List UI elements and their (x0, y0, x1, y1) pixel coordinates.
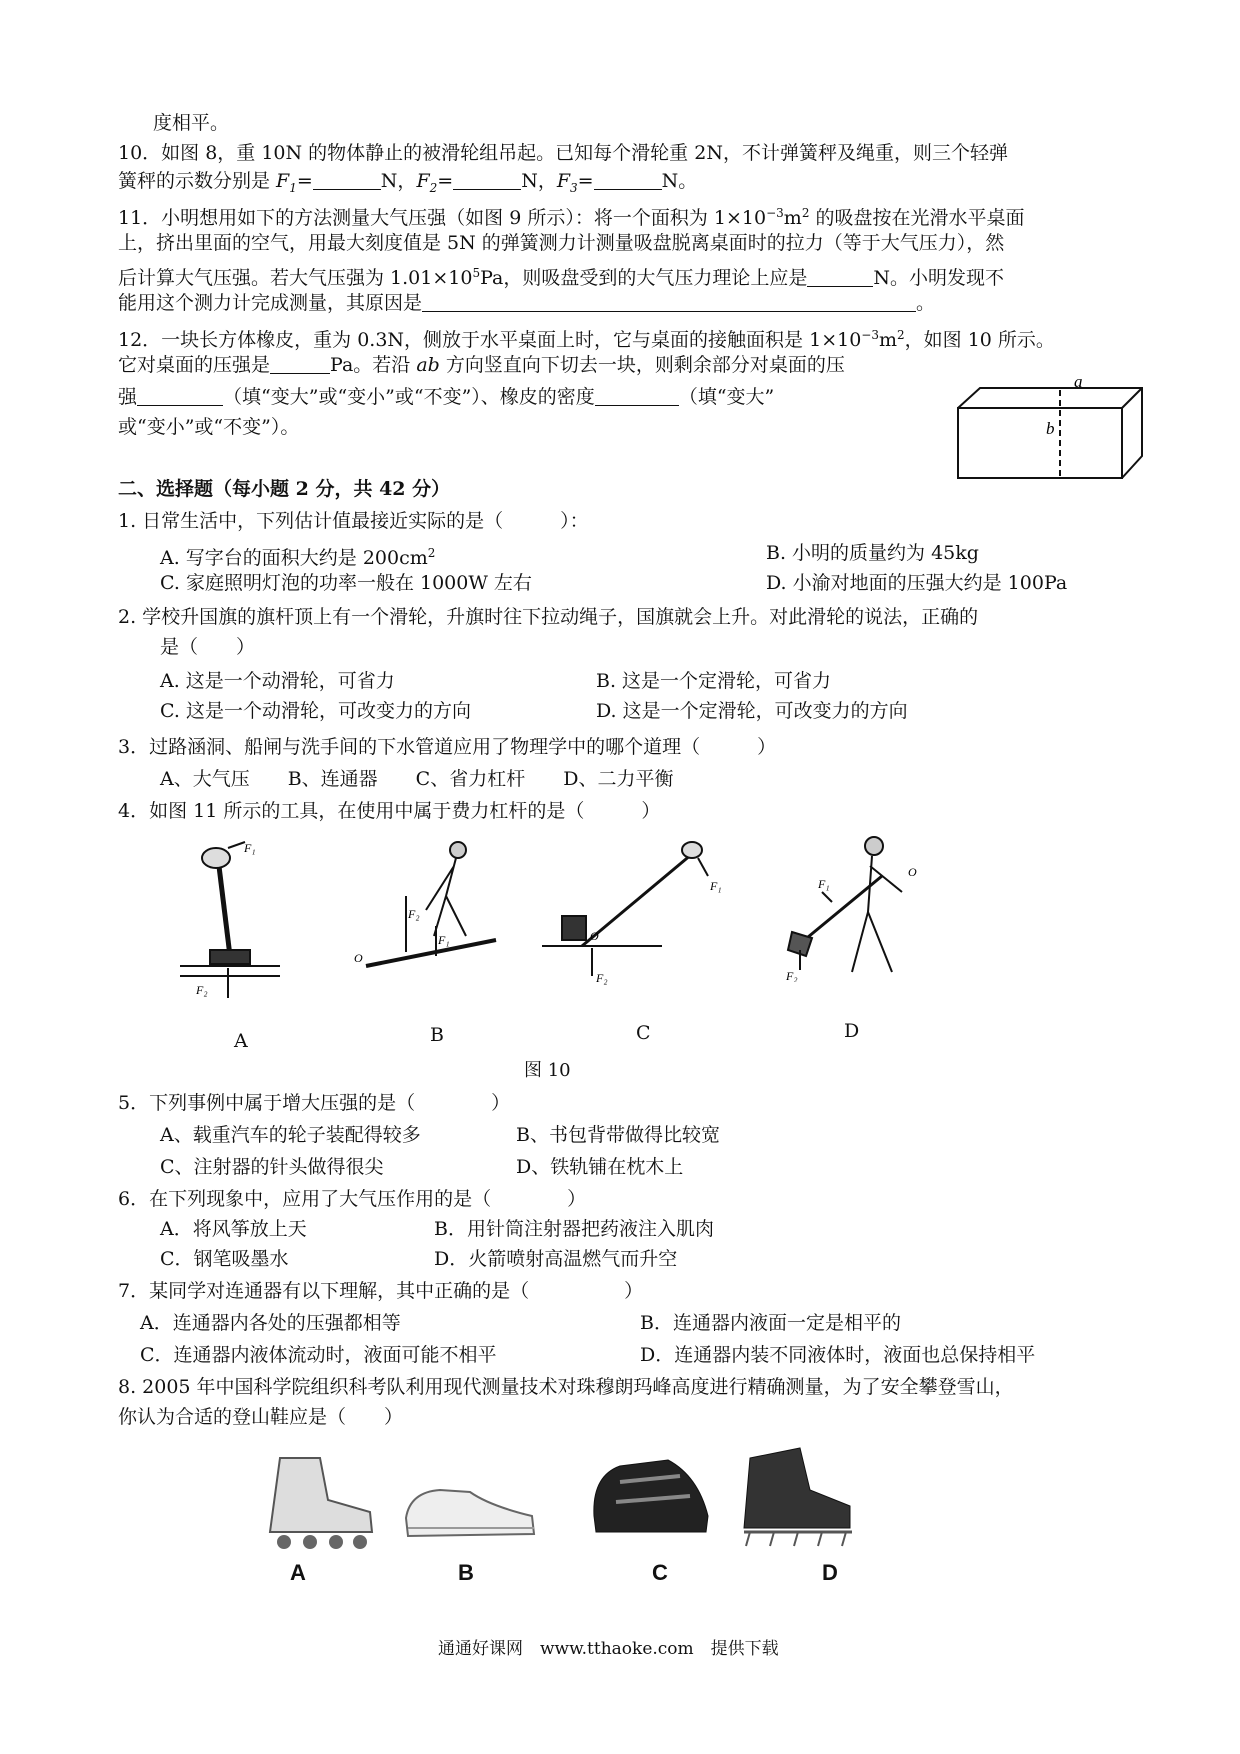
shoe-label-a: A (290, 1560, 306, 1585)
shovel-f1-label: F₁ (818, 877, 830, 891)
sneaker-image (400, 1478, 540, 1544)
mc2-stem-1: 2. 学校升国旗的旗杆顶上有一个滑轮，升旗时往下拉动绳子，国旗就会上升。对此滑轮的说法，正确的 (118, 606, 979, 628)
shoe-label-b: B (458, 1560, 474, 1585)
f1-unit: N， (380, 170, 417, 192)
worker-head (450, 842, 466, 858)
f3-blank[interactable] (594, 171, 662, 190)
q12-l2-c: 方向竖直向下切去一块，则剩余部分对桌面的压 (439, 354, 845, 376)
q11-l3-exp: 5 (472, 266, 481, 280)
q12-l1-c: ，如图 10 所示。 (904, 329, 1055, 351)
eraser-figure (950, 378, 1150, 484)
q11-force-blank[interactable] (807, 268, 873, 287)
q12-line2 (118, 352, 845, 378)
mc8-stem-2: 你认为合适的登山鞋应是（ ） (118, 1406, 404, 1428)
mc5-stem: 5．下列事例中属于增大压强的是（ ） (118, 1092, 511, 1114)
crowbar-f2-label: F₂ (408, 907, 420, 921)
f3-symbol: F (556, 170, 571, 192)
q12-l2-b: Pa。若沿 (330, 354, 417, 376)
worker-head (865, 837, 883, 855)
hammer-f2-label: F₂ (196, 983, 208, 997)
lever-label-b: B (430, 1024, 444, 1046)
mc4-stem: 4．如图 11 所示的工具，在使用中属于费力杠杆的是（ ） (118, 800, 661, 822)
q12-line3 (118, 384, 774, 410)
mc6-option-a: A．将风筝放上天 (160, 1218, 307, 1240)
f1-arrow (822, 892, 832, 902)
q11-l3-b: Pa，则吸盘受到的大气压力理论上应是 (480, 267, 808, 289)
mc2-stem-2: 是（ ） (160, 636, 256, 658)
puller-f2-label: F₂ (596, 971, 608, 985)
mc1-option-c: C. 家庭照明灯泡的功率一般在 1000W 左右 (160, 572, 532, 594)
worker-body (426, 858, 466, 936)
mc7-option-d: D．连通器内装不同液体时，液面也总保持相平 (640, 1344, 1036, 1366)
q12-l3-c: （填“变大” (678, 386, 775, 408)
shoe-label-c: C (652, 1560, 668, 1585)
roller-skate-image (250, 1450, 380, 1550)
q12-l3-a: 强 (118, 386, 138, 408)
q12-ab: ab (416, 354, 440, 376)
q12-exp: −3 (861, 328, 879, 342)
q12-l1-a: 12．一块长方体橡皮，重为 0.3N，侧放于水平桌面上时，它与桌面的接触面积是 1×10 (118, 329, 862, 351)
mc6-stem: 6．在下列现象中，应用了大气压作用的是（ ） (118, 1188, 587, 1210)
mc1-option-d: D. 小渝对地面的压强大约是 100Pa (766, 572, 1068, 594)
q10-line2 (118, 168, 697, 201)
label-a: a (1074, 378, 1083, 391)
f1-eq: = (296, 170, 313, 192)
mc2-option-d: D. 这是一个定滑轮，可改变力的方向 (596, 700, 908, 722)
puller-f1-label: F₁ (710, 879, 722, 893)
crowbar-lever-figure (346, 836, 516, 978)
worker-body (852, 856, 902, 972)
f2-unit: N， (521, 170, 557, 192)
mc7-option-b: B．连通器内液面一定是相平的 (640, 1312, 901, 1334)
continuation-line: 度相平。 (153, 112, 230, 134)
mc7-option-a: A．连通器内各处的压强都相等 (140, 1312, 401, 1334)
q12-density-blank[interactable] (595, 387, 679, 406)
q11-line1 (118, 200, 1025, 231)
mc2-option-b: B. 这是一个定滑轮，可省力 (596, 670, 832, 692)
q11-text-b: m (783, 207, 802, 229)
q11-l3-c: N。小明发现不 (873, 267, 1004, 289)
puller-pivot-o: O (590, 929, 599, 943)
mc5-option-b: B、书包背带做得比较宽 (516, 1124, 720, 1146)
hand (682, 842, 702, 858)
log-beam (366, 940, 496, 966)
q11-line4 (118, 290, 935, 316)
hammer-head (210, 950, 250, 964)
mc5-option-a: A、载重汽车的轮子装配得较多 (160, 1124, 421, 1146)
q12-pressure-blank[interactable] (270, 355, 330, 374)
shovel-f2-label: F₂ (786, 969, 798, 982)
mc8-stem-1: 8. 2005 年中国科学院组织科考队利用现代测量技术对珠穆朗玛峰高度进行精确测量，为了安全攀登雪山， (118, 1376, 1014, 1398)
section2-heading: 二、选择题（每小题 2 分，共 42 分） (118, 478, 451, 500)
q12-change-blank[interactable] (137, 387, 223, 406)
q11-l4-b: 。 (916, 292, 936, 314)
lever-label-c: C (636, 1022, 651, 1044)
lever-label-a: A (234, 1030, 248, 1052)
q11-l3-a: 后计算大气压强。若大气压强为 1.01×10 (118, 267, 473, 289)
f1-arrow (698, 858, 708, 876)
f1-blank[interactable] (313, 171, 381, 190)
lever-label-d: D (844, 1020, 860, 1042)
q11-line3 (118, 260, 1004, 291)
mc2-option-c: C. 这是一个动滑轮，可改变力的方向 (160, 700, 471, 722)
shovel-lever-figure (782, 832, 942, 982)
nail-puller-lever-figure (542, 836, 722, 986)
f1-sub: 1 (289, 180, 297, 195)
f2-sub: 2 (429, 180, 438, 195)
hand (202, 848, 230, 868)
rail-nail (562, 916, 586, 940)
hammer-f1-label: F₁ (244, 841, 256, 855)
f1-arrow (228, 842, 245, 848)
f1-symbol: F (276, 170, 290, 192)
q11-text-c: 的吸盘按在光滑水平桌面 (809, 207, 1025, 229)
page-footer: 通通好课网 www.tthaoke.com 提供下载 (438, 1639, 779, 1659)
q11-exp2: 2 (801, 206, 810, 220)
crampon-boot-image (730, 1440, 860, 1552)
mc1-option-b: B. 小明的质量约为 45kg (766, 542, 979, 564)
mc1-a-text: A. 写字台的面积大约是 200cm (160, 547, 428, 569)
f2-blank[interactable] (453, 171, 521, 190)
mc7-option-c: C．连通器内液体流动时，液面可能不相平 (140, 1344, 497, 1366)
eraser-edge (1122, 388, 1142, 408)
q10-prefix: 簧秤的示数分别是 (118, 170, 277, 192)
shoe-label-d: D (822, 1560, 838, 1585)
label-b: b (1046, 419, 1055, 438)
hammer-handle (218, 858, 230, 956)
eraser-front (958, 408, 1122, 478)
mc2-option-a: A. 这是一个动滑轮，可省力 (160, 670, 395, 692)
mc1-option-a (160, 540, 435, 571)
q12-exp2: 2 (897, 328, 905, 342)
mc1-a-exp: 2 (427, 546, 436, 560)
f2-eq: = (437, 170, 454, 192)
q10-line1: 10．如图 8，重 10N 的物体静止的被滑轮组吊起。已知每个滑轮重 2N，不计弹簧秤及绳重，则三个轻弹 (118, 142, 1008, 164)
sandal-image (580, 1446, 720, 1542)
q12-line4: 或“变小”或“不变”）。 (118, 416, 300, 438)
f2-symbol: F (416, 170, 430, 192)
q12-l3-b: （填“变大”或“变小”或“不变”）、橡皮的密度 (223, 386, 595, 408)
mc6-option-b: B．用针筒注射器把药液注入肌肉 (434, 1218, 714, 1240)
shovel-pivot-o: O (908, 865, 917, 879)
mc1-stem: 1. 日常生活中，下列估计值最接近实际的是（ ）： (118, 510, 589, 532)
q12-l1-b: m (879, 329, 898, 351)
f3-unit: N。 (661, 170, 698, 192)
q11-text-a: 11．小明想用如下的方法测量大气压强（如图 9 所示）：将一个面积为 1×10 (118, 207, 767, 229)
f3-sub: 3 (570, 180, 578, 195)
figure-caption: 图 10 (524, 1060, 571, 1081)
f3-eq: = (577, 170, 594, 192)
q11-exp: −3 (766, 206, 784, 220)
shovel-handle (802, 876, 882, 942)
mc6-option-c: C．钢笔吸墨水 (160, 1248, 289, 1270)
mc6-option-d: D．火箭喷射高温燃气而升空 (434, 1248, 678, 1270)
mc7-stem: 7．某同学对连通器有以下理解，其中正确的是（ ） (118, 1280, 644, 1302)
q11-reason-blank[interactable] (422, 293, 916, 312)
q11-l4-a: 能用这个测力计完成测量，其原因是 (118, 292, 423, 314)
q12-line1 (118, 322, 1055, 353)
q12-l2-a: 它对桌面的压强是 (118, 354, 271, 376)
crowbar-pivot-o: O (354, 951, 363, 965)
mc5-option-c: C、注射器的针头做得很尖 (160, 1156, 384, 1178)
mc3-options: A、大气压 B、连通器 C、省力杠杆 D、二力平衡 (160, 768, 674, 790)
crowbar-f1-label: F₁ (438, 933, 450, 947)
mc3-stem: 3．过路涵洞、船闸与洗手间的下水管道应用了物理学中的哪个道理（ ） (118, 736, 777, 758)
q11-line2: 上，挤出里面的空气，用最大刻度值是 5N 的弹簧测力计测量吸盘脱离桌面时的拉力（等于大气压力），然 (118, 232, 1005, 254)
hammer-lever-figure (170, 838, 290, 998)
mc5-option-d: D、铁轨铺在枕木上 (516, 1156, 684, 1178)
